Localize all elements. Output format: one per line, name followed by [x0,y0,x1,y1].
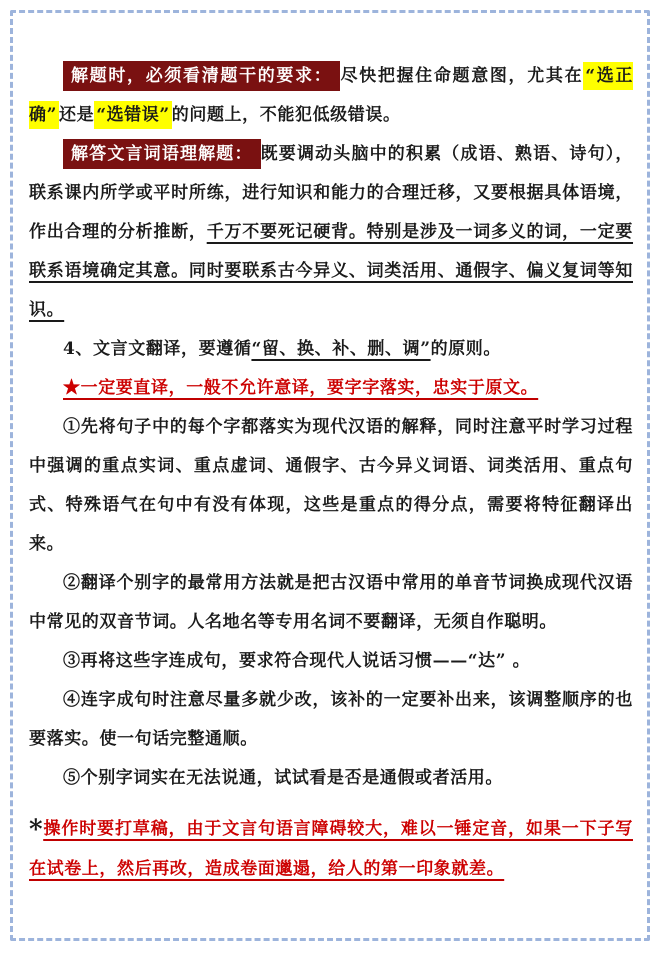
text-segment: 既要调动头脑中的积累（成语、熟语、诗句），联系课内所学或平时所练，进行知识和能力的合理迁移，又要根据具体语境，作出合理的分析推断， [29,144,633,242]
asterisk-icon: * [29,815,44,845]
highlight-choose-wrong: “选错误” [94,101,172,129]
spacer [29,798,633,810]
text-segment: 的问题上，不能犯低级错误。 [171,105,401,125]
paragraph-step-1: ①先将句子中的每个字都落实为现代汉语的解释，同时注意平时学习过程中强调的重点实词、重点虚词、通假字、古今异义词语、词类活用、重点句式、特殊语气在句中有没有体现，这些是重点的得分点，需要将特征翻译出来。 [29,417,633,554]
paragraph-word-understanding [29,135,633,330]
paragraph-step-5: ⑤个别字词实在无法说通，试试看是否是通假或者活用。 [63,768,503,788]
document-body [29,57,633,889]
heading-tag-word: 解答文言词语理解题： [63,139,261,169]
paragraph-step-4: ④连字成句时注意尽量多就少改，该补的一定要补出来，该调整顺序的也要落实。使一句话完整通顺。 [29,690,633,749]
underlined-principle: “留、换、补、删、调” [251,339,431,359]
paragraph-step-3: ③再将这些字连成句，要求符合现代人说话习惯——“达” 。 [63,651,531,671]
paragraph-exam-requirements [29,57,633,135]
heading-tag-exam: 解题时，必须看清题干的要求： [63,61,340,91]
paragraph-translation-principle [29,330,633,369]
paragraph-step-2: ②翻译个别字的最常用方法就是把古汉语中常用的单音节词换成现代汉语中常见的双音节词。人名地名等专用名词不要翻译，无须自作聪明。 [29,573,633,632]
text-segment: 尽快把握住命题意图，尤其在 [340,66,584,86]
red-emphasis-line: ★一定要直译，一般不允许意译，要字字落实，忠实于原文。 [63,378,539,398]
underlined-advice: 千万不要死记硬背。特别是涉及一词多义的词，一定要联系语境确定其意。同时要联系古今异义、词类活用、通假字、偏义复词等知识。 [29,222,634,320]
page-border [10,10,650,941]
text-segment: 的原则。 [430,339,501,359]
text-segment: 还是 [58,105,95,125]
paragraph-draft-note [29,810,633,889]
highlight-choose-correct: “选正确” [29,62,633,129]
text-segment: 4、文言文翻译，要遵循 [63,339,252,359]
red-note-text: 操作时要打草稿，由于文言句语言障碍较大，难以一锤定音，如果一下子写在试卷上，然后再改，造成卷面邋遢，给人的第一印象就差。 [29,819,633,879]
paragraph-literal-translation [29,369,633,408]
